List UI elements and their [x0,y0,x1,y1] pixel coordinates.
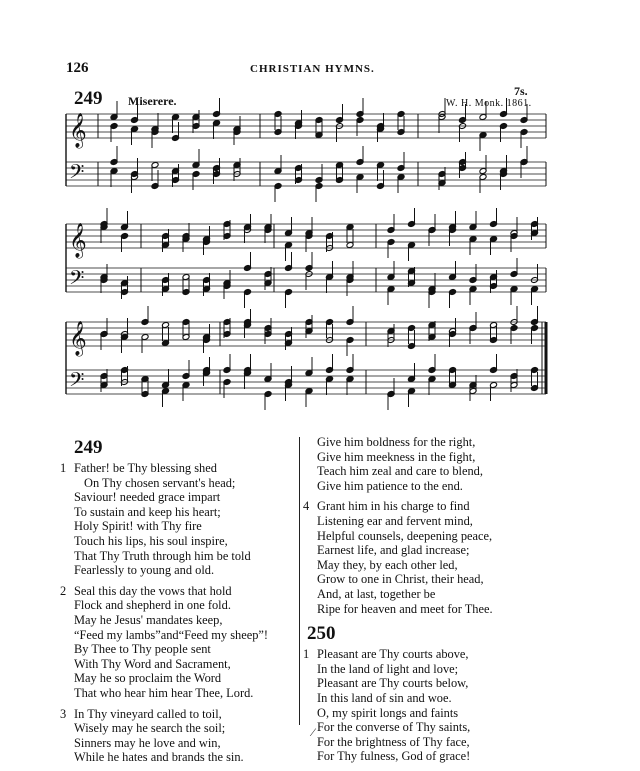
svg-text:𝄞: 𝄞 [69,321,87,356]
svg-text:𝄢: 𝄢 [69,368,85,396]
verse-line: Ripe for heaven and meet for Thee. [317,601,493,616]
footer-mark: ⁄ [312,725,315,739]
verse-line: Fearlessly to young and old. [74,563,215,578]
verse-line: Give him meekness in the fight, [317,449,476,464]
page-number: 126 [66,60,89,76]
tune-hymn-number: 249 [74,88,103,109]
column-divider [299,437,300,725]
verse-line: And, at last, together be [317,586,436,601]
hymn-250-stanza-1 [303,647,543,764]
verse-line: 1 Pleasant are Thy courts above, [303,647,469,662]
verse-line: O, my spirit longs and faints [317,705,459,720]
verse-line: Earnest life, and glad increase; [317,543,470,558]
composer: W. H. Monk. 1861. [446,98,532,109]
verse-line: Saviour! needed grace impart [74,490,221,505]
verse-line: May they, by each other led, [317,557,458,572]
verse-line: Holy Spirit! with Thy fire [74,519,202,534]
verse-line: 1 Father! be Thy blessing shed [60,461,217,475]
verse-line: “Feed my lambs”and“Feed my sheep”! [74,627,269,642]
svg-text:𝄞: 𝄞 [69,223,87,258]
svg-text:𝄢: 𝄢 [69,160,85,188]
verse-line: That Thy Truth through him be told [74,548,251,563]
verse-line: In the land of light and love; [317,661,459,676]
stanza-2 [58,584,304,701]
verse-line: May he so proclaim the Word [74,671,222,686]
verse-line: 4 Grant him in his charge to find [303,499,470,514]
verse-line: Wisely may he search the soil; [74,721,226,736]
verse-line: For the converse of Thy saints, [317,720,471,735]
verse-line: Teach him zeal and care to blend, [317,464,483,479]
svg-text:𝄞: 𝄞 [69,113,87,148]
stanza-4 [303,499,543,616]
stanza-number: 3 [60,706,67,721]
stanza-3-continued [303,435,543,493]
verse-line: To sustain and keep his heart; [74,504,221,519]
verse-line: Flock and shepherd in one fold. [74,598,231,613]
verse-line: For the brightness of Thy face, [317,734,470,749]
stanza-number: 1 [303,647,310,662]
stanza-number: 1 [60,461,67,475]
tune-name: Miserere. [128,94,177,108]
hymn-249-number: 249 [74,437,103,458]
verse-line: 3 In Thy vineyard called to toil, [60,706,222,721]
verse-line: Helpful counsels, deepening peace, [317,528,493,543]
stanza-3 [58,707,304,765]
verse-line: Give him patience to the end. [317,478,463,493]
stanza-1 [58,461,304,578]
verse-line: Pleasant are Thy courts below, [317,676,469,691]
verse-line: By Thee to Thy people sent [74,642,211,657]
stanza-number: 2 [60,583,67,598]
svg-text:𝄢: 𝄢 [69,266,85,294]
verse-line: With Thy Word and Sacrament, [74,656,231,671]
verse-line: In this land of sin and woe. [317,690,452,705]
verse-line: Give him boldness for the right, [317,435,476,449]
verse-line: That who hear him hear Thee, Lord. [74,685,254,700]
verse-line: Listening ear and fervent mind, [317,513,473,528]
verse-line: May he Jesus' mandates keep, [74,612,223,627]
verse-line: Touch his lips, his soul inspire, [74,533,228,548]
right-column [303,435,543,770]
hymn-250-number: 250 [307,623,336,645]
meter: 7s. [514,84,528,98]
verse-line: 2 Seal this day the vows that hold [60,583,232,598]
verse-line: Grow to one in Christ, their head, [317,572,484,587]
running-head: CHRISTIAN HYMNS. [250,63,375,75]
left-column [58,436,304,771]
verse-line: While he hates and brands the sin. [74,750,244,765]
verse-line: Sinners may he love and win, [74,735,221,750]
verse-line: For Thy fulness, God of grace! [317,749,471,764]
stanza-number: 4 [303,499,310,514]
verse-line: On Thy chosen servant's head; [84,475,236,490]
